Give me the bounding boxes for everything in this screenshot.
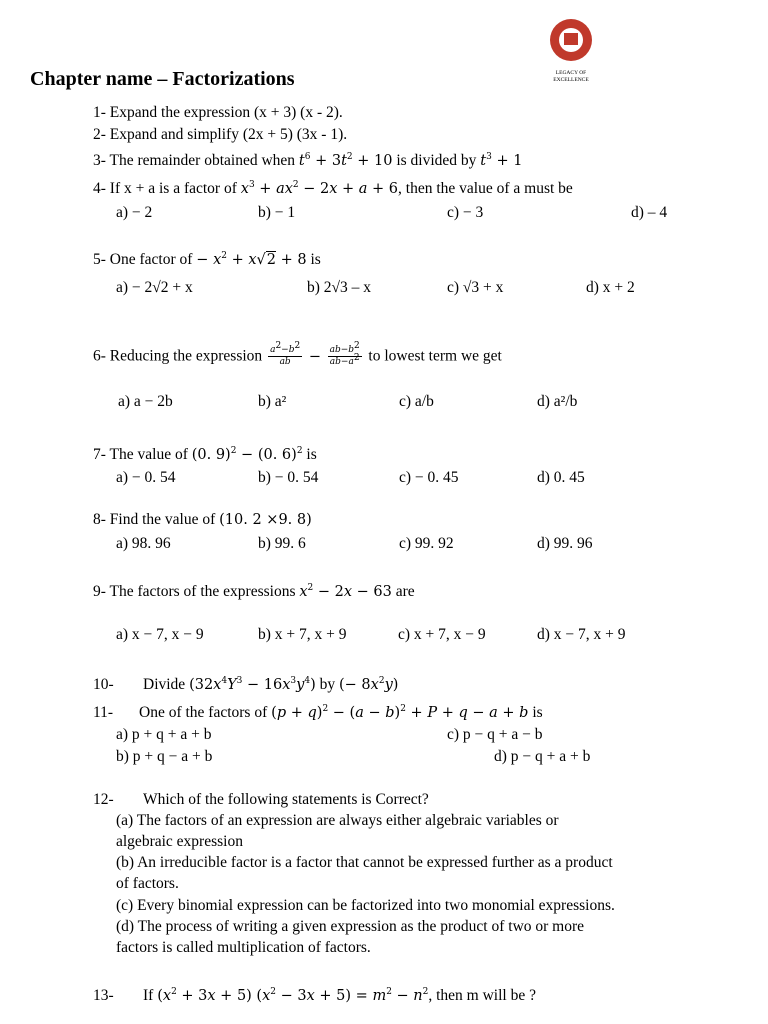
q13-text-1: If <box>143 987 154 1004</box>
q6-option-b: b) a² <box>258 393 287 410</box>
q12-line-7: factors is called multiplication of factors. <box>116 939 371 956</box>
q6-text-2: to lowest term we get <box>368 347 502 365</box>
q5-option-c: c) √3 + x <box>447 279 504 296</box>
q2-number: 2- <box>93 126 106 143</box>
q12-line-2: algebraic expression <box>116 833 243 850</box>
q11-option-b: b) p + q − a + b <box>116 748 213 765</box>
q12-line-4: of factors. <box>116 875 179 892</box>
q9-text-1: The factors of the expressions <box>109 583 296 600</box>
q6-option-d: d) a²/b <box>537 393 578 410</box>
q7-number: 7- <box>93 446 106 463</box>
q13-text-2: , then m will be ? <box>428 987 536 1004</box>
q12-line-5: (c) Every binomial expression can be factorized into two monomial expressions. <box>116 897 615 914</box>
q8-text-1: Find the value of <box>109 511 216 528</box>
q12-line-3: (b) An irreducible factor is a factor that cannot be expressed further as a product <box>116 854 613 871</box>
question-10 <box>93 676 114 694</box>
q9-option-c: c) x + 7, x − 9 <box>398 626 486 643</box>
q4-text-2: , then the value of a must be <box>398 180 573 197</box>
question-3 <box>93 152 522 170</box>
q5-option-a: a) − 2√2 + x <box>116 279 193 296</box>
page-title: Chapter name – Factorizations <box>30 68 295 90</box>
question-2 <box>93 126 347 144</box>
logo-tag-1: LEGACY OF <box>555 70 587 76</box>
question-11 <box>93 704 113 722</box>
q11-number: 11- <box>93 704 114 721</box>
q3-expression: $t^6 + 3t^2 + 10$ <box>298 152 393 169</box>
q11-option-a: a) p + q + a + b <box>116 726 212 743</box>
logo-tag-2: EXCELLENCE <box>553 77 589 83</box>
question-13 <box>93 987 114 1005</box>
question-8 <box>93 511 312 529</box>
q8-option-b: b) 99. 6 <box>258 535 306 552</box>
q7-text-1: The value of <box>109 446 188 463</box>
q6-text-1: Reducing the expression <box>109 347 263 365</box>
q10-text-1: Divide <box>143 676 186 693</box>
q7-option-a: a) − 0. 54 <box>116 469 176 486</box>
q9-option-b: b) x + 7, x + 9 <box>258 626 347 643</box>
q8-option-d: d) 99. 96 <box>537 535 593 552</box>
q12-line-6: (d) The process of writing a given expression as the product of two or more <box>116 918 585 935</box>
question-9 <box>93 583 415 601</box>
q2-text: Expand and simplify (2x + 5) (3x - 1). <box>109 126 348 143</box>
q8-option-c: c) 99. 92 <box>399 535 454 552</box>
question-7 <box>93 446 317 464</box>
q4-option-a: a) − 2 <box>116 204 153 221</box>
q12-number: 12- <box>93 791 114 808</box>
question-12 <box>93 791 114 809</box>
q13-expression: $(x^2 + 3x + 5) (x^2 - 3x + 5) = m^2 - n^2$ <box>157 987 429 1004</box>
q3-text-1: The remainder obtained when <box>109 152 296 169</box>
q5-option-d: d) x + 2 <box>586 279 635 296</box>
q4-text-1: If x + a is a factor of <box>109 180 237 197</box>
q3-divisor: $t^3 + 1$ <box>480 152 523 169</box>
q1-number: 1- <box>93 104 106 121</box>
q7-text-2: is <box>306 446 317 463</box>
q3-text-2: is divided by <box>396 152 477 169</box>
q10-expression: $(32x^4Y^3 - 16x^3y^4)$ <box>189 676 316 693</box>
q4-expression: $x^3 + ax^2 - 2x + a + 6$ <box>240 180 399 197</box>
q5-option-b: b) 2√3 – x <box>307 279 372 296</box>
q7-option-b: b) − 0. 54 <box>258 469 319 486</box>
q4-option-c: c) − 3 <box>447 204 484 221</box>
q6-option-c: c) a/b <box>399 393 434 410</box>
q7-option-d: d) 0. 45 <box>537 469 585 486</box>
q9-expression: $x^2 - 2x - 63$ <box>299 583 392 600</box>
q6-number: 6- <box>93 347 106 365</box>
q11-option-c: c) p − q + a − b <box>447 726 543 743</box>
q4-number: 4- <box>93 180 106 197</box>
q5-text-2: is <box>310 251 321 268</box>
superhouse-logo <box>540 16 602 88</box>
q11-body <box>139 704 543 722</box>
q8-number: 8- <box>93 511 106 528</box>
q1-text: Expand the expression (x + 3) (x - 2). <box>109 104 343 121</box>
q6-option-a: a) a − 2b <box>118 393 173 410</box>
q3-number: 3- <box>93 152 106 169</box>
q9-number: 9- <box>93 583 106 600</box>
q13-body <box>143 987 536 1005</box>
q6-expression: $\frac{a^2-b^2}{ab}$ − $\frac{ab-b^2}{ab-a^2}$ <box>270 341 360 367</box>
q13-number: 13- <box>93 987 114 1004</box>
q10-body <box>143 676 398 694</box>
question-4 <box>93 180 573 198</box>
q10-text-2: by <box>319 676 336 693</box>
q9-text-2: are <box>395 583 415 600</box>
q12-text: Which of the following statements is Correct? <box>143 791 429 808</box>
question-1 <box>93 104 343 122</box>
q10-number: 10- <box>93 676 114 693</box>
q7-expression: (0. 9)$^2$ − (0. 6)$^2$ <box>191 446 303 463</box>
q7-option-c: c) − 0. 45 <box>399 469 459 486</box>
q11-text-2: is <box>532 704 543 721</box>
q9-option-d: d) x − 7, x + 9 <box>537 626 626 643</box>
q11-expression: $(p + q)^2 - (a - b)^2 + P + q - a + b$ <box>271 704 529 721</box>
q8-expression: (10. 2 ×9. 8) <box>219 512 312 528</box>
q5-number: 5- <box>93 251 106 268</box>
q11-text-1: One of the factors of <box>139 704 268 721</box>
q12-line-1: (a) The factors of an expression are always either algebraic variables or <box>116 812 559 829</box>
q5-expression: − $x^2 + x√2 + 8$ <box>196 251 307 268</box>
q11-option-d: d) p − q + a + b <box>494 748 591 765</box>
q5-text-1: One factor of <box>109 251 193 268</box>
q10-divisor: (− $8x^2y$) <box>339 676 399 693</box>
question-5 <box>93 251 321 269</box>
q4-option-d: d) – 4 <box>631 204 668 221</box>
question-6 <box>93 341 502 368</box>
q4-option-b: b) − 1 <box>258 204 296 221</box>
q8-option-a: a) 98. 96 <box>116 535 171 552</box>
q9-option-a: a) x − 7, x − 9 <box>116 626 204 643</box>
